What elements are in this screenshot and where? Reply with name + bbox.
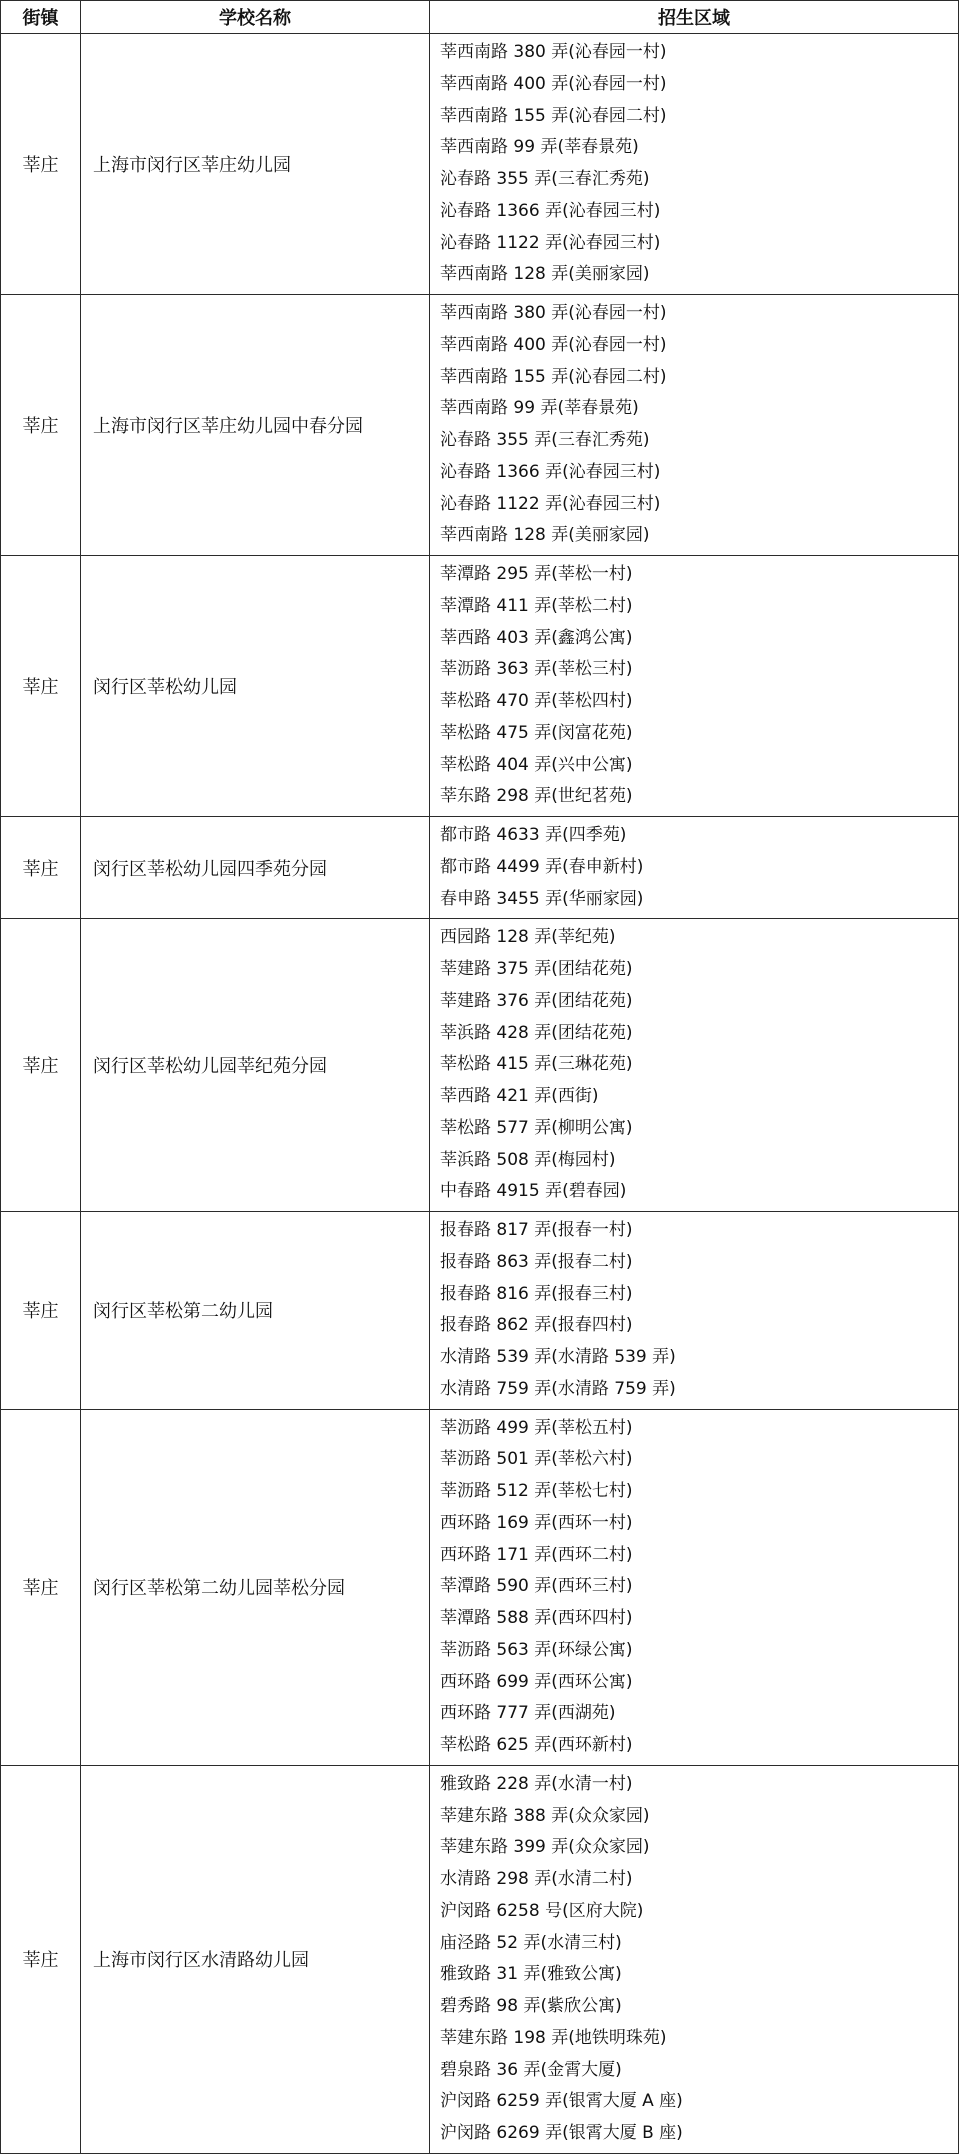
zone-address: 西环路 171 弄(西环二村)	[440, 1544, 633, 1565]
school-name-cell: 闵行区莘松第二幼儿园莘松分园	[81, 1409, 430, 1765]
zone-address: 莘沥路 512 弄(莘松七村)	[440, 1481, 633, 1501]
zone-address: 莘松路 415 弄(三琳花苑)	[440, 1054, 633, 1075]
zone-address: 报春路 863 弄(报春二村)	[440, 1251, 633, 1272]
school-name-cell: 闵行区莘松幼儿园	[81, 556, 430, 817]
school-name-cell: 上海市闵行区莘庄幼儿园	[81, 34, 430, 295]
town-cell: 莘庄	[1, 34, 81, 295]
table-row	[1, 1212, 959, 1410]
zone-address: 沁春路 355 弄(三春汇秀苑)	[440, 169, 650, 189]
zone-cell	[430, 1765, 959, 2153]
zone-address: 庙泾路 52 弄(水清三村)	[440, 1932, 622, 1953]
zone-address: 西园路 128 弄(莘纪苑)	[440, 927, 616, 948]
zone-address: 莘建东路 388 弄(众众家园)	[440, 1805, 650, 1826]
zone-address: 莘西南路 400 弄(沁春园一村)	[440, 73, 667, 94]
zone-address: 莘建东路 399 弄(众众家园)	[440, 1837, 650, 1858]
zone-address: 中春路 4915 弄(碧春园)	[440, 1181, 627, 1202]
zone-address: 沪闵路 6258 号(区府大院)	[440, 1900, 644, 1921]
table-header-row	[1, 1, 959, 34]
table-row	[1, 919, 959, 1212]
table-body	[1, 34, 959, 2154]
zone-address: 春申路 3455 弄(华丽家园)	[440, 888, 644, 909]
zone-address: 莘西南路 99 弄(莘春景苑)	[440, 398, 639, 419]
zone-address: 莘东路 298 弄(世纪茗苑)	[440, 786, 633, 807]
zone-address: 莘浜路 508 弄(梅园村)	[440, 1149, 616, 1170]
zone-address: 水清路 539 弄(水清路 539 弄)	[440, 1347, 676, 1367]
zone-cell	[430, 817, 959, 919]
zone-address: 雅致路 228 弄(水清一村)	[440, 1773, 633, 1794]
zone-address: 都市路 4633 弄(四季苑)	[440, 825, 627, 845]
town-cell: 莘庄	[1, 556, 81, 817]
zone-address: 莘建东路 198 弄(地铁明珠苑)	[440, 2027, 667, 2048]
table-row	[1, 1409, 959, 1765]
town-cell: 莘庄	[1, 817, 81, 919]
zone-address: 莘潭路 588 弄(西环四村)	[440, 1608, 633, 1628]
school-name-cell: 闵行区莘松幼儿园四季苑分园	[81, 817, 430, 919]
zone-cell	[430, 1212, 959, 1410]
table-row	[1, 34, 959, 295]
zone-address: 西环路 699 弄(西环公寓)	[440, 1671, 633, 1692]
school-name-cell: 闵行区莘松幼儿园莘纪苑分园	[81, 919, 430, 1212]
table-row	[1, 295, 959, 556]
zone-address: 沁春路 1366 弄(沁春园三村)	[440, 461, 661, 482]
town-cell: 莘庄	[1, 1212, 81, 1410]
zone-cell	[430, 295, 959, 556]
zone-address: 碧泉路 36 弄(金霄大厦)	[440, 2059, 622, 2080]
zone-address: 水清路 759 弄(水清路 759 弄)	[440, 1378, 676, 1399]
zone-address: 莘松路 404 弄(兴中公寓)	[440, 754, 633, 775]
zone-address: 莘潭路 411 弄(莘松二村)	[440, 595, 633, 616]
school-name-cell: 上海市闵行区莘庄幼儿园中春分园	[81, 295, 430, 556]
zone-address: 莘松路 625 弄(西环新村)	[440, 1735, 633, 1755]
zone-address: 沪闵路 6259 弄(银霄大厦 A 座)	[440, 2091, 683, 2112]
zone-cell	[430, 1409, 959, 1765]
zone-address: 莘沥路 363 弄(莘松三村)	[440, 659, 633, 680]
header-zone: 招生区域	[430, 1, 959, 34]
zone-address: 莘西南路 128 弄(美丽家园)	[440, 264, 650, 285]
zone-address: 莘西南路 380 弄(沁春园一村)	[440, 42, 667, 62]
zone-address: 报春路 816 弄(报春三村)	[440, 1283, 633, 1304]
zone-address: 西环路 777 弄(西湖苑)	[440, 1703, 616, 1724]
zone-address: 莘沥路 499 弄(莘松五村)	[440, 1417, 633, 1438]
table-row	[1, 1765, 959, 2153]
zone-address: 莘西南路 380 弄(沁春园一村)	[440, 303, 667, 323]
zone-address: 沁春路 1122 弄(沁春园三村)	[440, 232, 661, 253]
school-name-cell: 上海市闵行区水清路幼儿园	[81, 1765, 430, 2153]
zone-address: 莘松路 470 弄(莘松四村)	[440, 691, 633, 711]
zone-address: 莘潭路 590 弄(西环三村)	[440, 1576, 633, 1597]
zone-address: 莘松路 577 弄(柳明公寓)	[440, 1117, 633, 1138]
zone-address: 莘西南路 155 弄(沁春园二村)	[440, 105, 667, 126]
zone-address: 都市路 4499 弄(春申新村)	[440, 856, 644, 877]
zone-address: 沁春路 1366 弄(沁春园三村)	[440, 200, 661, 221]
zone-address: 莘沥路 563 弄(环绿公寓)	[440, 1639, 633, 1660]
zone-address: 莘浜路 428 弄(团结花苑)	[440, 1022, 633, 1043]
zone-address: 水清路 298 弄(水清二村)	[440, 1869, 633, 1889]
zone-address: 莘西南路 99 弄(莘春景苑)	[440, 137, 639, 158]
town-cell: 莘庄	[1, 295, 81, 556]
zone-address: 莘西南路 128 弄(美丽家园)	[440, 525, 650, 546]
zone-address: 莘沥路 501 弄(莘松六村)	[440, 1449, 633, 1470]
zone-address: 沁春路 1122 弄(沁春园三村)	[440, 493, 661, 514]
zone-cell	[430, 34, 959, 295]
zone-address: 碧秀路 98 弄(紫欣公寓)	[440, 1996, 622, 2016]
zone-address: 沪闵路 6269 弄(银霄大厦 B 座)	[440, 2123, 683, 2143]
school-name-cell: 闵行区莘松第二幼儿园	[81, 1212, 430, 1410]
zone-address: 莘建路 375 弄(团结花苑)	[440, 959, 633, 979]
zone-address: 莘西南路 155 弄(沁春园二村)	[440, 366, 667, 387]
zone-address: 沁春路 355 弄(三春汇秀苑)	[440, 430, 650, 450]
zone-address: 莘潭路 295 弄(莘松一村)	[440, 564, 633, 584]
table-row	[1, 556, 959, 817]
zone-address: 莘西路 403 弄(鑫鸿公寓)	[440, 627, 633, 648]
table-row	[1, 817, 959, 919]
header-town: 街镇	[1, 1, 81, 34]
zone-address: 莘松路 475 弄(闵富花苑)	[440, 722, 633, 743]
zone-cell	[430, 556, 959, 817]
header-school: 学校名称	[81, 1, 430, 34]
town-cell: 莘庄	[1, 1409, 81, 1765]
zone-address: 莘西路 421 弄(西街)	[440, 1086, 599, 1106]
zone-address: 西环路 169 弄(西环一村)	[440, 1512, 633, 1533]
zone-address: 莘建路 376 弄(团结花苑)	[440, 990, 633, 1011]
zone-address: 雅致路 31 弄(雅致公寓)	[440, 1964, 622, 1985]
zone-address: 报春路 862 弄(报春四村)	[440, 1315, 633, 1336]
zone-cell	[430, 919, 959, 1212]
zone-address: 报春路 817 弄(报春一村)	[440, 1220, 633, 1240]
zone-address: 莘西南路 400 弄(沁春园一村)	[440, 334, 667, 355]
town-cell: 莘庄	[1, 1765, 81, 2153]
town-cell: 莘庄	[1, 919, 81, 1212]
